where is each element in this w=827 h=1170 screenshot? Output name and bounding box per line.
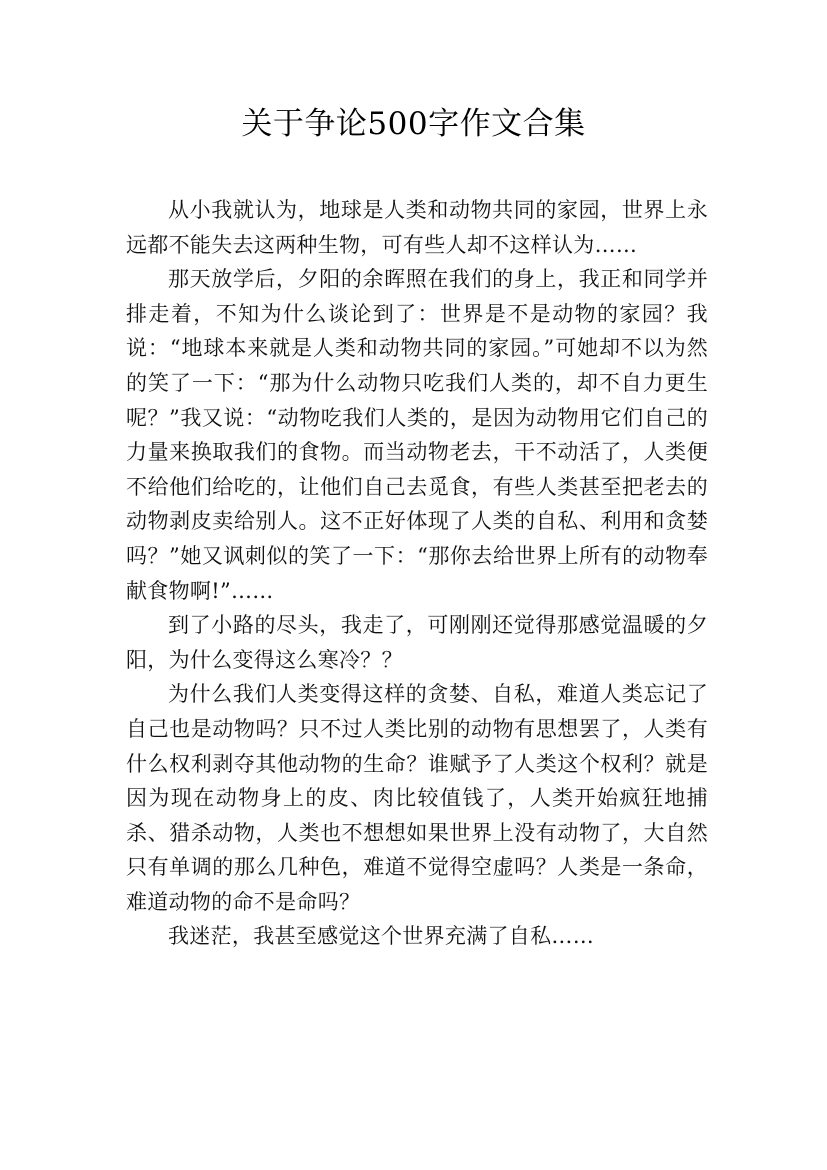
paragraph-1: 从小我就认为，地球是人类和动物共同的家园，世界上永远都不能失去这两种生物，可有些人却不这样认为…… <box>126 198 708 257</box>
paragraph-3: 到了小路的尽头，我走了，可刚刚还觉得那感觉温暖的夕阳，为什么变得这么寒冷？？ <box>126 613 708 672</box>
paragraph-4: 为什么我们人类变得这样的贪婪、自私，难道人类忘记了自己也是动物吗？只不过人类比别的动物有思想罢了，人类有什么权利剥夺其他动物的生命？谁赋予了人类这个权利？就是因为现在动物身上的皮、肉比较值钱了，人类开始疯狂地捕杀、猎杀动物，人类也不想想如果世界上没有动物了，大自然只有单调的那么几种色，难道不觉得空虚吗？人类是一条命，难道动物的命不是命吗？ <box>126 682 708 914</box>
paragraph-5: 我迷茫，我甚至感觉这个世界充满了自私…… <box>168 924 594 949</box>
document-title: 关于争论500字作文合集 <box>241 106 586 142</box>
document-body <box>126 193 708 954</box>
paragraph-2: 那天放学后，夕阳的余晖照在我们的身上，我正和同学并排走着，不知为什么谈论到了：世界是不是动物的家园？我说：“地球本来就是人类和动物共同的家园。”可她却不以为然的笑了一下：“那为什么动物只吃我们人类的，却不自力更生呢？”我又说：“动物吃我们人类的，是因为动物用它们自己的力量来换取我们的食物。而当动物老去，干不动活了，人类便不给他们给吃的，让他们自己去觅食，有些人类甚至把老去的动物剥皮卖给别人。这不正好体现了人类的自私、利用和贪婪吗？”她又讽刺似的笑了一下：“那你去给世界上所有的动物奉献食物啊!”…… <box>126 267 708 603</box>
